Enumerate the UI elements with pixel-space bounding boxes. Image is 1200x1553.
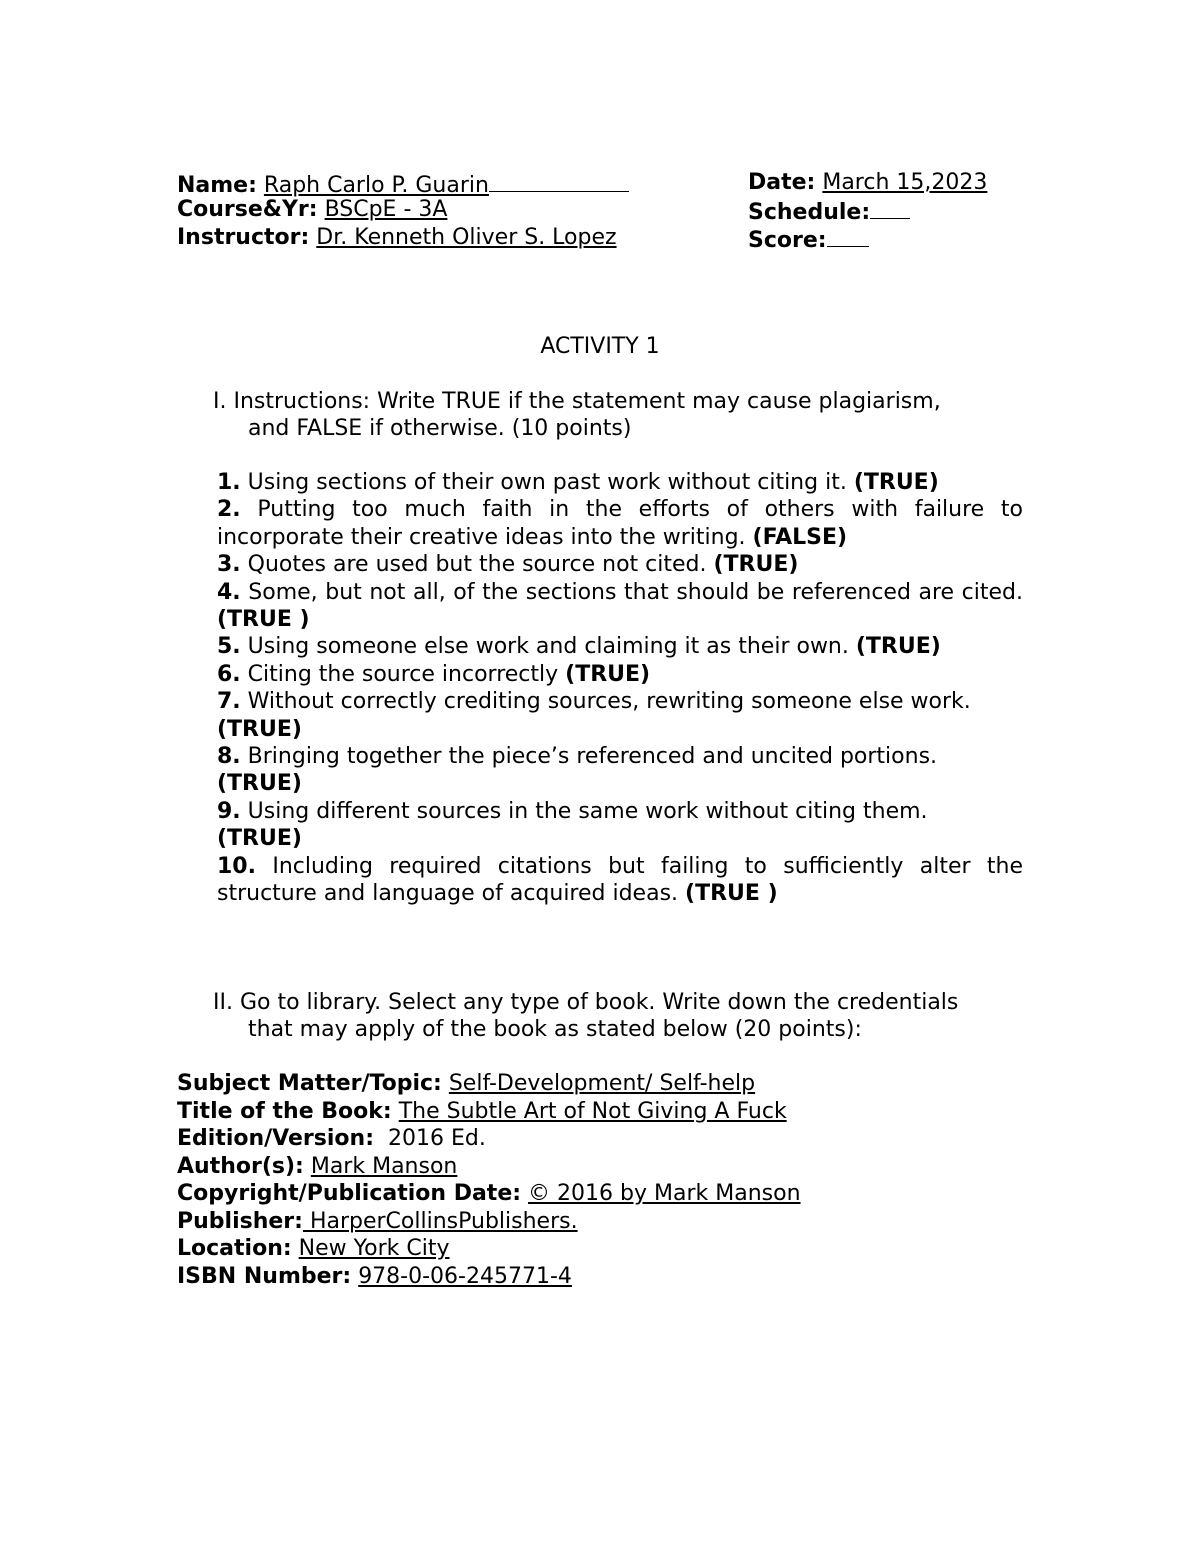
credential-row — [177, 1125, 1037, 1153]
item-number: 3. — [217, 552, 241, 578]
schedule-underline — [870, 196, 910, 219]
part2-instruction-line2: that may apply of the book as stated below (20 points): — [248, 1017, 862, 1042]
instructor-label: Instructor: — [177, 225, 310, 250]
item-answer: (TRUE ) — [217, 607, 310, 633]
credential-label: ISBN Number: — [177, 1263, 352, 1289]
credential-value: Self-Development/ Self-help — [448, 1071, 756, 1096]
part2-instruction-line1: II. Go to library. Select any type of book. Write down the credentials — [213, 990, 959, 1015]
part1-instructions — [213, 388, 1023, 442]
item-text: Quotes are used but the source not cited. — [240, 552, 714, 578]
credential-row — [177, 1070, 1037, 1098]
credential-label: Edition/Version: — [177, 1126, 374, 1151]
header-row-name — [177, 169, 1037, 197]
item-answer: (TRUE) — [713, 552, 799, 578]
name-label: Name: — [177, 173, 257, 198]
item-text: Putting too much faith in the efforts of others with failure to incorporate their creative ideas into the writing. — [217, 497, 1023, 550]
date-field — [748, 169, 987, 197]
list-item — [217, 551, 1023, 578]
course-field — [177, 196, 447, 224]
item-text: Using someone else work and claiming it as their own. — [240, 634, 856, 660]
item-answer: (FALSE) — [752, 524, 848, 550]
credential-row — [177, 1098, 1037, 1126]
list-item — [217, 496, 1023, 551]
item-text: Some, but not all, of the sections that should be referenced are cited. — [240, 579, 1023, 605]
score-field — [748, 224, 869, 255]
name-value: Raph Carlo P. Guarin — [263, 173, 489, 198]
item-number: 8. — [217, 744, 241, 770]
item-text: Including required citations but failing to sufficiently alter the structure and language of acquired ideas. — [217, 853, 1023, 907]
item-text: Using sections of their own past work without citing it. — [240, 470, 854, 495]
name-underline — [489, 169, 629, 192]
item-text: Citing the source incorrectly — [240, 661, 566, 687]
credential-value: 2016 Ed. — [388, 1126, 486, 1151]
list-item — [217, 688, 1023, 743]
credential-row — [177, 1180, 1037, 1208]
header-row-course — [177, 196, 1037, 224]
part1-instruction-line1: I. Instructions: Write TRUE if the statement may cause plagiarism, — [213, 389, 941, 414]
item-text: Bringing together the piece’s referenced and uncited portions. — [240, 744, 938, 770]
score-underline — [827, 224, 869, 247]
course-value: BSCpE - 3A — [324, 197, 448, 222]
instructor-field — [177, 224, 617, 252]
credential-label: Author(s): — [177, 1153, 304, 1179]
list-item — [217, 743, 1023, 798]
credential-label: Publisher: — [177, 1208, 303, 1234]
item-number: 2. — [217, 497, 241, 523]
credential-label: Copyright/Publication Date: — [177, 1181, 522, 1206]
credential-row — [177, 1208, 1037, 1236]
header-row-instructor — [177, 224, 1037, 252]
item-answer: (TRUE) — [853, 470, 939, 495]
credential-value: The Subtle Art of Not Giving A Fuck — [398, 1098, 787, 1124]
part2-instructions — [213, 989, 1023, 1043]
item-number: 6. — [217, 661, 241, 687]
credential-row — [177, 1235, 1037, 1263]
item-answer: (TRUE ) — [685, 881, 778, 907]
date-value: March 15,2023 — [822, 170, 988, 195]
item-text: Using different sources in the same work without citing them. — [240, 798, 928, 824]
item-answer: (TRUE) — [217, 716, 302, 742]
item-number: 9. — [217, 798, 241, 824]
credential-value: Mark Manson — [310, 1153, 458, 1179]
credential-value: New York City — [298, 1236, 450, 1261]
item-answer: (TRUE) — [217, 826, 302, 852]
credential-label: Title of the Book: — [177, 1098, 392, 1124]
instructor-value: Dr. Kenneth Oliver S. Lopez — [316, 225, 617, 250]
item-answer: (TRUE) — [565, 661, 651, 687]
credential-row — [177, 1263, 1037, 1291]
item-number: 4. — [217, 579, 241, 605]
list-item — [217, 633, 1023, 660]
item-number: 1. — [217, 470, 241, 495]
credential-label: Subject Matter/Topic: — [177, 1071, 442, 1096]
true-false-list — [217, 469, 1023, 908]
credential-value: 978-0-06-245771-4 — [358, 1263, 572, 1289]
schedule-field — [748, 196, 910, 227]
item-text: Without correctly crediting sources, rewriting someone else work. — [240, 689, 971, 715]
item-answer: (TRUE) — [217, 771, 302, 797]
list-item — [217, 469, 1023, 496]
item-number: 7. — [217, 689, 241, 715]
list-item — [217, 798, 1023, 853]
part1-instruction-line2: and FALSE if otherwise. (10 points) — [248, 416, 632, 441]
book-credentials — [177, 1070, 1037, 1290]
list-item — [217, 661, 1023, 688]
course-label: Course&Yr: — [177, 197, 318, 222]
list-item — [217, 579, 1023, 634]
date-label: Date: — [748, 170, 816, 195]
schedule-label: Schedule: — [748, 200, 871, 225]
item-number: 5. — [217, 634, 241, 660]
credential-row — [177, 1153, 1037, 1181]
credential-value: HarperCollinsPublishers. — [302, 1208, 578, 1234]
credential-value: © 2016 by Mark Manson — [528, 1181, 801, 1206]
item-answer: (TRUE) — [855, 634, 941, 660]
item-number: 10. — [217, 853, 256, 879]
score-label: Score: — [748, 228, 827, 253]
activity-title: ACTIVITY 1 — [540, 334, 660, 359]
list-item — [217, 853, 1023, 908]
credential-label: Location: — [177, 1236, 292, 1261]
